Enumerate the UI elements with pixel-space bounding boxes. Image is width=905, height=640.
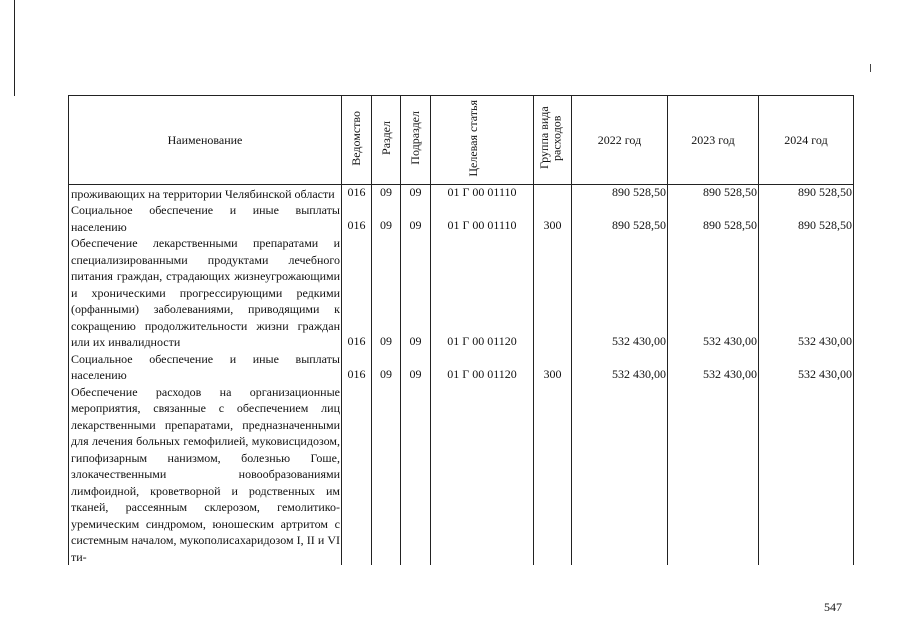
row-target (431, 384, 534, 566)
table-row (69, 235, 854, 351)
table-row (69, 351, 854, 384)
row-2022: 890 528,50 (572, 202, 668, 235)
header-2024: 2024 год (759, 96, 854, 185)
table-row (69, 384, 854, 566)
row-ministry: 016 (342, 351, 372, 384)
row-2022: 890 528,50 (572, 185, 668, 203)
row-2024: 890 528,50 (759, 202, 854, 235)
row-subsection (401, 384, 431, 566)
row-expense-group (534, 235, 572, 351)
row-ministry: 016 (342, 235, 372, 351)
row-target: 01 Г 00 01110 (431, 202, 534, 235)
row-subsection: 09 (401, 235, 431, 351)
row-name: проживающих на территории Челябинской области (69, 185, 342, 203)
row-2023: 532 430,00 (668, 351, 759, 384)
row-ministry (342, 384, 372, 566)
header-2023: 2023 год (668, 96, 759, 185)
row-subsection: 09 (401, 351, 431, 384)
row-2023: 890 528,50 (668, 202, 759, 235)
row-expense-group (534, 185, 572, 203)
table-header-row (69, 96, 854, 185)
row-2023 (668, 384, 759, 566)
row-target: 01 Г 00 01120 (431, 235, 534, 351)
row-2023: 532 430,00 (668, 235, 759, 351)
row-2022: 532 430,00 (572, 351, 668, 384)
row-2024 (759, 384, 854, 566)
row-2022 (572, 384, 668, 566)
row-ministry: 016 (342, 202, 372, 235)
row-target: 01 Г 00 01110 (431, 185, 534, 203)
header-section: Раздел (372, 96, 401, 185)
row-subsection: 09 (401, 202, 431, 235)
row-ministry: 016 (342, 185, 372, 203)
table-row (69, 202, 854, 235)
header-ministry: Ведомство (342, 96, 372, 185)
page-number: 547 (824, 600, 842, 614)
header-subsection: Подраздел (401, 96, 431, 185)
row-2022: 532 430,00 (572, 235, 668, 351)
header-target: Целевая статья (431, 96, 534, 185)
row-target: 01 Г 00 01120 (431, 351, 534, 384)
row-section: 09 (372, 351, 401, 384)
page-edge-line (14, 0, 15, 96)
row-name: Социальное обеспечение и иные выплаты населению (69, 202, 342, 235)
row-section (372, 384, 401, 566)
row-section: 09 (372, 235, 401, 351)
row-expense-group: 300 (534, 351, 572, 384)
row-2024: 532 430,00 (759, 351, 854, 384)
header-expense-group: Группа вида расходов (534, 96, 572, 185)
header-name: Наименование (69, 96, 342, 185)
row-subsection: 09 (401, 185, 431, 203)
row-expense-group (534, 384, 572, 566)
row-2024: 532 430,00 (759, 235, 854, 351)
row-section: 09 (372, 185, 401, 203)
row-section: 09 (372, 202, 401, 235)
row-expense-group: 300 (534, 202, 572, 235)
table-row (69, 185, 854, 203)
row-2024: 890 528,50 (759, 185, 854, 203)
row-name: Обеспечение лекарственными препаратами и специализированными продуктами лечебного питания граждан, страдающих жизнеугрожающими и хроническими прогрессирующими редкими (орфанными) заболеваниями, приводящими к сокращению продолжительности жизни граждан или их инвалидности (69, 235, 342, 351)
row-name: Обеспечение расходов на организационные мероприятия, связанные с обеспечением лиц лекарственными препаратами, предназначенными для лечения больных гемофилией, муковисцидозом, гипофизарным нанизмом, болезнью Гоше, злокачественными новообразованиями лимфоидной, кроветворной и родственных им тканей, рассеянным склерозом, гемолитико-уремическим синдромом, юношеским артритом с системным началом, мукополисахаридозом I, II и VI ти- (69, 384, 342, 566)
budget-table (68, 95, 854, 565)
row-2023: 890 528,50 (668, 185, 759, 203)
row-name: Социальное обеспечение и иные выплаты населению (69, 351, 342, 384)
scan-mark (870, 64, 871, 72)
header-2022: 2022 год (572, 96, 668, 185)
